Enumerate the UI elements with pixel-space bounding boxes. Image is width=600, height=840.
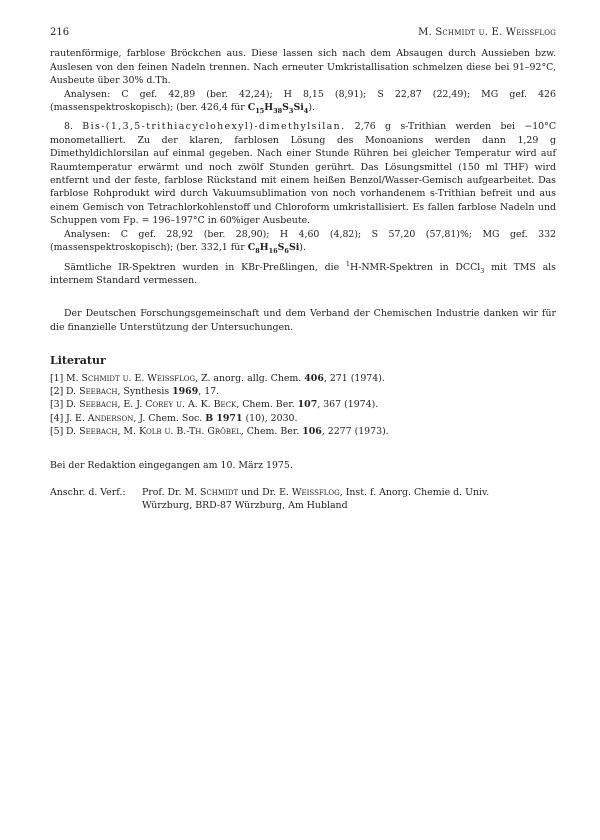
procedure-8: 8. Bis-(1,3,5-trithiacyclohexyl)-dimethylsilan. 2,76 g s-Trithian werden bei −10°C monometalliert. Zu der klaren, farblosen Lösung des Monoanions werden dann 1,29 g Dimethyldichlorsilan auf einmal gegeben. Nach einer Stunde Rühren bei gleicher Temperatur wird auf Raumtemperatur erwärmt und noch zwölf Stunden gerührt. Das Lösungsmittel (150 ml THF) wird entfernt und der feste, farblose Rückstand mit einem heißen Benzol/Wasser-Gemisch aufgearbeitet. Das farblose Rohprodukt wird durch Vakuumsublimation von noch vorhandenem s-Trithian befreit und aus einem Gemisch von Tetrachlorkohlenstoff und Chloroform umkristallisiert. Es fallen farblose Nadeln und Schuppen vom Fp. = 196–197°C in 60%iger Ausbeute.: [50, 121, 556, 227]
analysis-7: Analysen: C gef. 42,89 (ber. 42,24); H 8,15 (8,91); S 22,87 (22,49); MG gef. 426 (massenspektroskopisch); (ber. 426,4 für $C_{15}H_{38}S_3Si_4$).: [50, 88, 556, 115]
acknowledgement: Der Deutschen Forschungsgemeinschaft und dem Verband der Chemischen Industrie danken wir für die finanzielle Unterstützung der Untersuchungen.: [50, 308, 556, 333]
running-authors: M. Schmidt u. E. Weissflog: [418, 27, 556, 38]
page: [50, 26, 556, 513]
paragraph-continuation: rautenförmige, farblose Bröckchen aus. Diese lassen sich nach dem Absaugen durch Aussieben bzw. Auslesen von den feinen Nadeln trennen. Nach erneuter Umkristallisation schmelzen diese bei 91–92°C, Ausbeute über 30% d.Th.: [50, 48, 556, 87]
reference-item: [5] D. Seebach, M. Kolb u. B.-Th. Gröbel, Chem. Ber. 106, 2277 (1973).: [50, 426, 389, 438]
address-label: Anschr. d. Verf.:: [50, 486, 126, 498]
reference-item: [1] M. Schmidt u. E. Weissflog, Z. anorg. allg. Chem. 406, 271 (1974).: [50, 372, 385, 384]
author-address: [50, 486, 556, 513]
address-text: Prof. Dr. M. Schmidt und Dr. E. Weissflog, Inst. f. Anorg. Chemie d. Univ. Würzburg, BRD-87 Würzburg, Am Hubland: [142, 486, 490, 512]
reference-item: [4] J. E. Anderson, J. Chem. Soc. B 1971 (10), 2030.: [50, 412, 298, 424]
reference-list: [50, 372, 556, 439]
running-header: [50, 26, 556, 39]
page-number: 216: [50, 27, 70, 38]
reference-item: [3] D. Seebach, E. J. Corey u. A. K. Beck, Chem. Ber. 107, 367 (1974).: [50, 399, 379, 411]
received-date: Bei der Redaktion eingegangen am 10. März 1975.: [50, 459, 293, 471]
analysis-8: Analysen: C gef. 28,92 (ber. 28,90); H 4,60 (4,82); S 57,20 (57,81)%; MG gef. 332 (massenspektroskopisch); (ber. 332,1 für $C_8H_{16}S_6Si$).: [50, 228, 556, 255]
reference-item: [2] D. Seebach, Synthesis 1969, 17.: [50, 385, 220, 397]
literature-heading: Literatur: [50, 354, 106, 368]
compound-name: Bis-(1,3,5-trithiacyclohexyl)-dimethylsilan.: [82, 121, 346, 133]
spectra-note: Sämtliche IR-Spektren wurden in KBr-Preßlingen, die $^1$H-NMR-Spektren in DCCl$_3$ mit TMS als internem Standard vermessen.: [50, 259, 556, 286]
